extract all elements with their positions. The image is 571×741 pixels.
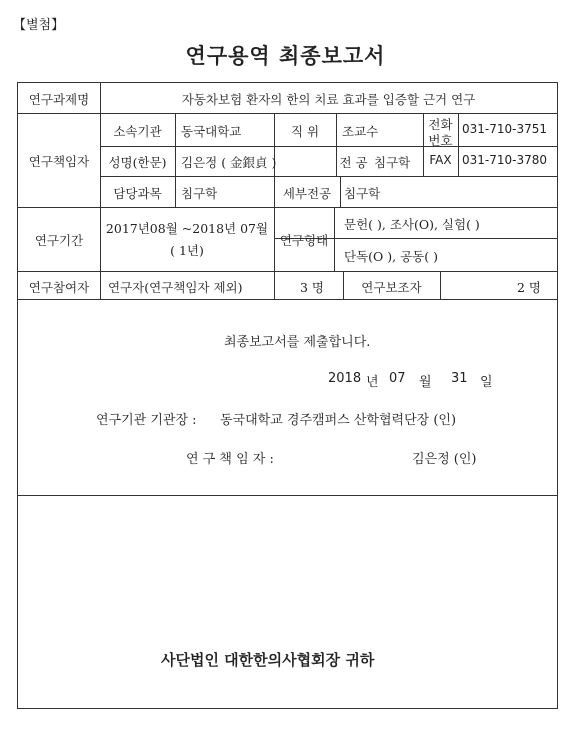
date-day: 31 bbox=[451, 371, 468, 386]
row-divider bbox=[18, 113, 557, 114]
col-divider bbox=[274, 113, 275, 299]
phone-label-2: 번호 bbox=[428, 133, 453, 148]
fax-value: 031-710-3780 bbox=[462, 153, 548, 167]
submission-statement: 최종보고서를 제출합니다. bbox=[224, 335, 371, 350]
position-value: 조교수 bbox=[342, 124, 379, 139]
fax-label: FAX bbox=[429, 153, 452, 167]
type-method-options: 문헌( ), 조사(O), 실험( ) bbox=[344, 217, 480, 232]
report-form bbox=[17, 82, 558, 709]
participants-label: 연구참여자 bbox=[28, 280, 90, 295]
row-divider bbox=[18, 271, 557, 272]
assistants-label: 연구보조자 bbox=[361, 280, 422, 295]
institution-head-label: 연구기관 기관장 : bbox=[96, 413, 197, 428]
period-duration: ( 1년) bbox=[170, 243, 204, 258]
dept-value: 침구학 bbox=[181, 186, 218, 201]
row-divider bbox=[18, 299, 557, 300]
page-title: 연구용역 최종보고서 bbox=[185, 43, 386, 68]
date-day-unit: 일 bbox=[480, 375, 493, 390]
col-divider bbox=[334, 207, 335, 271]
pi-signature-label: 연 구 책 임 자 : bbox=[186, 452, 274, 467]
date-month-unit: 월 bbox=[419, 375, 432, 390]
project-title-label: 연구과제명 bbox=[28, 92, 90, 107]
researchers-count: 3 명 bbox=[300, 280, 325, 295]
period-label: 연구기간 bbox=[34, 233, 84, 248]
row-divider bbox=[100, 176, 557, 177]
position-label: 직 위 bbox=[290, 124, 320, 139]
date-year-unit: 년 bbox=[366, 375, 379, 390]
project-title-value: 자동차보험 환자의 한의 치료 효과를 입증할 근거 연구 bbox=[181, 92, 476, 107]
type-label: 연구형태 bbox=[279, 233, 329, 248]
col-divider bbox=[458, 113, 459, 176]
type-collab-options: 단독(O ), 공동( ) bbox=[344, 249, 438, 264]
pi-label: 연구책임자 bbox=[28, 154, 90, 169]
phone-label: 전화 bbox=[428, 117, 453, 132]
name-label: 성명(한문) bbox=[108, 155, 167, 170]
submajor-value: 침구학 bbox=[344, 186, 381, 201]
date-year: 2018 bbox=[328, 371, 362, 386]
phone-value: 031-710-3751 bbox=[462, 122, 548, 136]
assistants-count: 2 명 bbox=[517, 280, 542, 295]
institution-head-value: 동국대학교 경주캠퍼스 산학협력단장 (인) bbox=[220, 413, 457, 428]
col-divider bbox=[340, 176, 341, 207]
dept-label: 담당과목 bbox=[113, 186, 162, 201]
date-month: 07 bbox=[389, 371, 406, 386]
pi-signature-value: 김은정 (인) bbox=[412, 452, 477, 467]
attachment-tag: 【별첨】 bbox=[13, 18, 65, 33]
major-value: 침구학 bbox=[374, 155, 411, 170]
researchers-label: 연구자(연구책임자 제외) bbox=[108, 280, 243, 295]
row-divider bbox=[100, 146, 557, 147]
major-label: 전 공 bbox=[339, 155, 368, 170]
name-value: 김은정 ( 金銀貞 ) bbox=[181, 155, 277, 170]
recipient-line: 사단법인 대한한의사협회장 귀하 bbox=[161, 651, 375, 669]
col-divider bbox=[440, 271, 441, 299]
col-divider bbox=[175, 113, 176, 207]
period-value: 2017년08월 ~2018년 07월 bbox=[105, 221, 269, 236]
affiliation-value: 동국대학교 bbox=[181, 124, 242, 139]
submajor-label: 세부전공 bbox=[282, 186, 332, 201]
affiliation-label: 소속기관 bbox=[113, 124, 162, 139]
row-divider bbox=[18, 207, 557, 208]
section-divider bbox=[18, 495, 557, 496]
